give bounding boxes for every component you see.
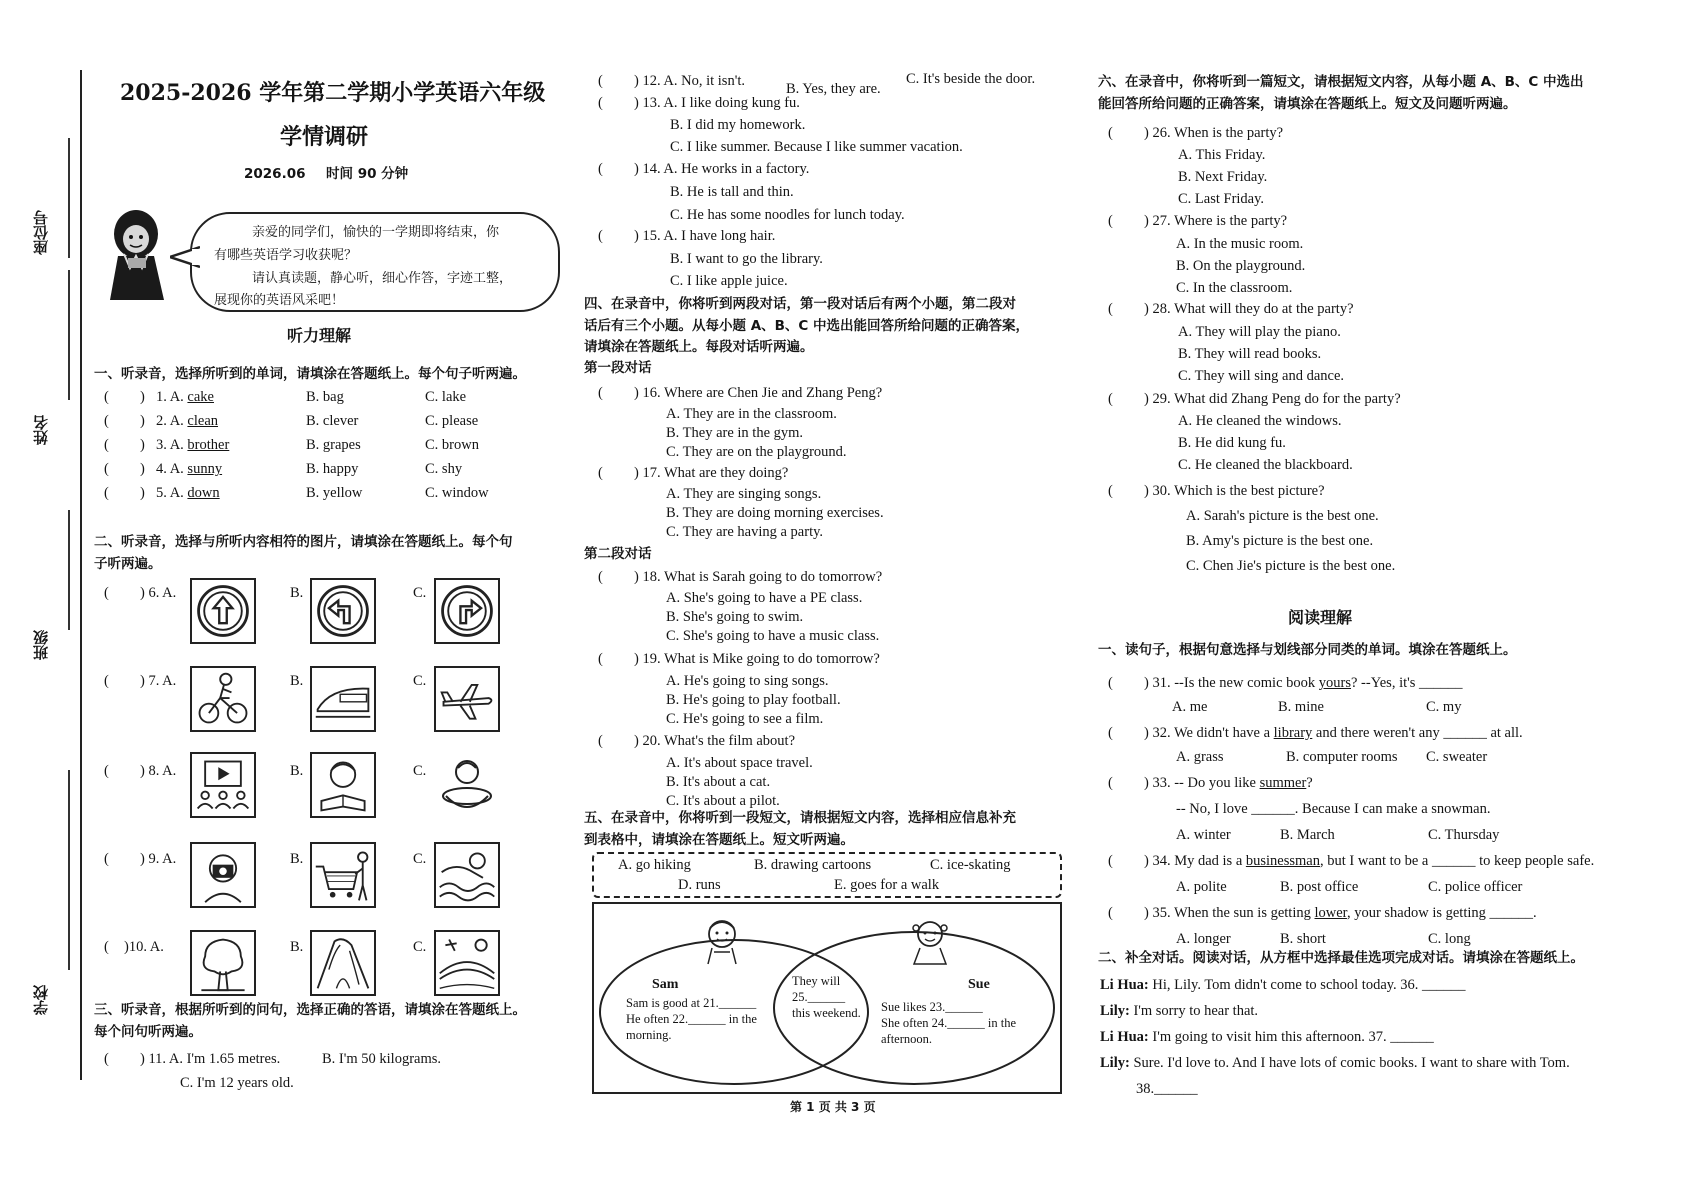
q28-question: ) 28. What will they do at the party? (1144, 301, 1354, 317)
q3-option-b[interactable]: B. grapes (306, 437, 361, 453)
q3-option-a[interactable]: brother (187, 437, 230, 453)
q4-option-b[interactable]: B. happy (306, 461, 359, 477)
q10-b-mountain-icon[interactable] (310, 930, 376, 996)
q9-c-swimming-icon[interactable] (434, 842, 500, 908)
q4-option-a[interactable]: sunny (187, 461, 223, 477)
q15-option-c[interactable]: C. I like apple juice. (670, 273, 788, 289)
school-field[interactable] (68, 770, 70, 970)
reading-heading: 阅读理解 (1288, 608, 1353, 627)
bubble-tail (170, 245, 200, 269)
q28-option-b[interactable]: B. They will read books. (1178, 346, 1322, 362)
q5-option-a[interactable]: down (187, 485, 220, 501)
q33-option-b[interactable]: B. March (1280, 827, 1335, 843)
q30-option-b[interactable]: B. Amy's picture is the best one. (1186, 533, 1374, 549)
reading-section-2-title: 二、补全对话。阅读对话，从方框中选择最佳选项完成对话。请填涂在答题纸上。 (1098, 950, 1584, 966)
q20-option-b[interactable]: B. It's about a cat. (666, 774, 771, 790)
class-label: 班级 (32, 630, 50, 660)
school-label: 学校 (32, 985, 50, 1015)
q2-option-a[interactable]: clean (187, 413, 219, 429)
venn-diagram (592, 902, 1062, 1094)
greeting-bubble (190, 212, 560, 312)
q19-option-c[interactable]: C. He's going to see a film. (666, 711, 824, 727)
q11-option-a[interactable]: ) 11. A. I'm 1.65 metres. (140, 1051, 281, 1067)
section-6-title: 六、在录音中，你将听到一篇短文，请根据短文内容，从每小题 A、B、C 中选出 能回答所给问题的正确答案，请填涂在答题纸上。短文及问题听两遍。 (1098, 74, 1584, 112)
q18-option-b[interactable]: B. She's going to swim. (666, 609, 804, 625)
exam-time: 时间 90 分钟 (326, 166, 409, 182)
greeting-line3: 请认真读题，静心听，细心作答，字迹工整， (252, 270, 513, 286)
q2-option-c[interactable]: C. please (425, 413, 479, 429)
q17-question: ) 17. What are they doing? (634, 465, 789, 481)
dialogue-blank-38[interactable]: 38.______ (1136, 1081, 1198, 1097)
q27-option-b[interactable]: B. On the playground. (1176, 258, 1306, 274)
reading-section-1-title: 一、读句子，根据句意选择与划线部分同类的单词。填涂在答题纸上。 (1098, 642, 1517, 658)
q12-option-b[interactable]: B. Yes, they are. (786, 81, 881, 97)
q33-line2: -- No, I love ______. Because I can make a snowman. (1176, 801, 1491, 817)
q6-c-turn-right-sign-icon[interactable] (434, 578, 500, 644)
q11-option-c[interactable]: C. I'm 12 years old. (180, 1075, 294, 1091)
q35-option-c[interactable]: C. long (1428, 931, 1471, 947)
q32-option-b[interactable]: B. computer rooms (1286, 749, 1398, 765)
q7-b-train-icon[interactable] (310, 666, 376, 732)
sue-face-icon (910, 918, 950, 966)
venn-blank-21[interactable]: Sam is good at 21.______ (626, 996, 757, 1010)
venn-left-line3: morning. (626, 1028, 672, 1042)
greeting-line4: 展现你的英语风采吧！ (214, 293, 345, 309)
venn-sue-label: Sue (968, 977, 990, 992)
q34-option-b[interactable]: B. post office (1280, 879, 1359, 895)
q28-option-a[interactable]: A. They will play the piano. (1178, 324, 1341, 340)
q34-question: ) 34. My dad is a businessman, but I want to be a ______ to keep people safe. (1144, 853, 1595, 869)
seat-field[interactable] (68, 138, 70, 258)
q33-option-c[interactable]: C. Thursday (1428, 827, 1500, 843)
q31-question: ) 31. --Is the new comic book yours? --Yes, it's ______ (1144, 675, 1463, 691)
q29-option-a[interactable]: A. He cleaned the windows. (1178, 413, 1342, 429)
q30-question: ) 30. Which is the best picture? (1144, 483, 1325, 499)
q15-option-b[interactable]: B. I want to go the library. (670, 251, 823, 267)
dialogue-1-label: 第一段对话 (584, 360, 652, 376)
q14-option-a[interactable]: ) 14. A. He works in a factory. (634, 161, 810, 177)
q33-question: ) 33. -- Do you like summer? (1144, 775, 1313, 791)
q17-option-a[interactable]: A. They are singing songs. (666, 486, 822, 502)
box-option-a[interactable]: A. go hiking (618, 857, 691, 873)
q19-question: ) 19. What is Mike going to do tomorrow? (634, 651, 880, 667)
q12-option-a[interactable]: ) 12. A. No, it isn't. (634, 73, 745, 89)
section-2-title: 二、听录音，选择与所听内容相符的图片，请填涂在答题纸上。每个句 子听两遍。 (94, 534, 513, 572)
q35-option-b[interactable]: B. short (1280, 931, 1326, 947)
q35-question: ) 35. When the sun is getting lower, your shadow is getting ______. (1144, 905, 1537, 921)
q16-option-a[interactable]: A. They are in the classroom. (666, 406, 837, 422)
venn-sam-label: Sam (652, 977, 679, 992)
q17-option-c[interactable]: C. They are having a party. (666, 524, 824, 540)
venn-blank-22[interactable]: He often 22.______ in the (626, 1012, 757, 1026)
q26-question: ) 26. When is the party? (1144, 125, 1284, 141)
q26-option-c[interactable]: C. Last Friday. (1178, 191, 1265, 207)
binding-line (80, 70, 82, 1080)
q18-question: ) 18. What is Sarah going to do tomorrow? (634, 569, 883, 585)
dialogue-line-1: Li Hua: Hi, Lily. Tom didn't come to school today. 36. ______ (1100, 977, 1466, 993)
q6-a-up-arrow-sign-icon[interactable] (190, 578, 256, 644)
q1-option-b[interactable]: B. bag (306, 389, 344, 405)
box-option-d[interactable]: D. runs (678, 877, 721, 893)
q13-option-a[interactable]: ) 13. A. I like doing kung fu. (634, 95, 800, 111)
name-field[interactable] (68, 270, 70, 400)
section-5-title: 五、在录音中，你将听到一段短文，请根据短文内容，选择相应信息补充 到表格中，请填涂在答题纸上。短文听两遍。 (584, 810, 1016, 848)
box-option-b[interactable]: B. drawing cartoons (754, 857, 872, 873)
q16-question: ) 16. Where are Chen Jie and Zhang Peng? (634, 385, 883, 401)
greeting-line1: 亲爱的同学们，愉快的一学期即将结束，你 (252, 225, 500, 240)
q29-option-b[interactable]: B. He did kung fu. (1178, 435, 1286, 451)
q1-option-c[interactable]: C. lake (425, 389, 467, 405)
venn-mid-line3: this weekend. (792, 1006, 861, 1020)
q28-option-c[interactable]: C. They will sing and dance. (1178, 368, 1345, 384)
q14-option-b[interactable]: B. He is tall and thin. (670, 184, 794, 200)
q2-option-b[interactable]: B. clever (306, 413, 359, 429)
q27-option-a[interactable]: A. In the music room. (1176, 236, 1304, 252)
mascot-girl-icon (104, 206, 170, 302)
venn-mid-line1: They will (792, 974, 841, 988)
options-box (592, 852, 1062, 898)
q9-a-photographer-icon[interactable] (190, 842, 256, 908)
section-1-title: 一、听录音，选择所听到的单词，请填涂在答题纸上。每个句子听两遍。 (94, 366, 526, 382)
q14-option-c[interactable]: C. He has some noodles for lunch today. (670, 207, 905, 223)
exam-date: 2026.06 (244, 166, 306, 182)
name-label: 姓名 (32, 415, 50, 445)
q31-option-b[interactable]: B. mine (1278, 699, 1324, 715)
q18-option-a[interactable]: A. She's going to have a PE class. (666, 590, 863, 606)
greeting-line2: 有哪些英语学习收获呢？ (214, 247, 358, 263)
binding-strip (30, 70, 85, 1080)
q34-option-a[interactable]: A. polite (1176, 879, 1227, 895)
q13-option-c[interactable]: C. I like summer. Because I like summer vacation. (670, 139, 963, 155)
q33-option-a[interactable]: A. winter (1176, 827, 1231, 843)
q26-option-a[interactable]: A. This Friday. (1178, 147, 1266, 163)
q7-c-plane-icon[interactable] (434, 666, 500, 732)
q29-question: ) 29. What did Zhang Peng do for the party? (1144, 391, 1401, 407)
sam-face-icon (702, 918, 742, 966)
q11-option-b[interactable]: B. I'm 50 kilograms. (322, 1051, 442, 1067)
q34-option-c[interactable]: C. police officer (1428, 879, 1523, 895)
q8-c-washing-child-icon[interactable] (434, 752, 500, 818)
q9-b-shopping-cart-icon[interactable] (310, 842, 376, 908)
dialogue-line-4: Lily: Sure. I'd love to. And I have lots of comic books. I want to share with Tom. (1100, 1055, 1570, 1071)
q10-a-tree-icon[interactable] (190, 930, 256, 996)
q5-option-b[interactable]: B. yellow (306, 485, 363, 501)
page-title: 2025-2026 学年第二学期小学英语六年级 (120, 80, 546, 106)
q10-c-bridge-icon[interactable] (434, 930, 500, 996)
q20-option-c[interactable]: C. It's about a pilot. (666, 793, 780, 809)
q13-option-b[interactable]: B. I did my homework. (670, 117, 806, 133)
q18-option-c[interactable]: C. She's going to have a music class. (666, 628, 880, 644)
q26-option-b[interactable]: B. Next Friday. (1178, 169, 1268, 185)
q29-option-c[interactable]: C. He cleaned the blackboard. (1178, 457, 1353, 473)
q27-question: ) 27. Where is the party? (1144, 213, 1288, 229)
venn-right-line3: afternoon. (881, 1032, 933, 1046)
box-option-e[interactable]: E. goes for a walk (834, 877, 940, 893)
q27-option-c[interactable]: C. In the classroom. (1176, 280, 1293, 296)
q35-option-a[interactable]: A. longer (1176, 931, 1231, 947)
venn-blank-25[interactable]: 25.______ (792, 990, 846, 1004)
q20-option-a[interactable]: A. It's about space travel. (666, 755, 813, 771)
q8-b-reading-boy-icon[interactable] (310, 752, 376, 818)
q30-option-a[interactable]: A. Sarah's picture is the best one. (1186, 508, 1379, 524)
q17-option-b[interactable]: B. They are doing morning exercises. (666, 505, 884, 521)
page-footer: 第 1 页 共 3 页 (790, 1100, 876, 1114)
q32-question: ) 32. We didn't have a library and there weren't any ______ at all. (1144, 725, 1523, 741)
q16-option-b[interactable]: B. They are in the gym. (666, 425, 804, 441)
q4-option-c[interactable]: C. shy (425, 461, 463, 477)
dialogue-2-label: 第二段对话 (584, 546, 652, 562)
venn-blank-24[interactable]: She often 24.______ in the (881, 1016, 1017, 1030)
q19-option-a[interactable]: A. He's going to sing songs. (666, 673, 829, 689)
q19-option-b[interactable]: B. He's going to play football. (666, 692, 841, 708)
q1-option-a[interactable]: cake (187, 389, 214, 405)
section-3-title: 三、听录音，根据所听到的问句，选择正确的答语，请填涂在答题纸上。 每个问句听两遍。 (94, 1002, 526, 1040)
q31-option-a[interactable]: A. me (1172, 699, 1208, 715)
seat-label: 座位号 (32, 210, 50, 255)
q16-option-c[interactable]: C. They are on the playground. (666, 444, 847, 460)
q20-question: ) 20. What's the film about? (634, 733, 796, 749)
q3-option-c[interactable]: C. brown (425, 437, 479, 453)
q8-a-cinema-icon[interactable] (190, 752, 256, 818)
q6-b-turn-left-sign-icon[interactable] (310, 578, 376, 644)
q5-option-c[interactable]: C. window (425, 485, 489, 501)
q31-option-c[interactable]: C. my (1426, 699, 1462, 715)
dialogue-line-2: Lily: I'm sorry to hear that. (1100, 1003, 1259, 1019)
q12-option-c[interactable]: C. It's beside the door. (906, 71, 1036, 87)
section-4-title: 四、在录音中，你将听到两段对话，第一段对话后有两个小题，第二段对 话后有三个小题。从每小题 A、B、C 中选出能回答所给问题的正确答案， 请填涂在答题纸上。每段对话听两遍。 (584, 296, 1030, 356)
q15-option-a[interactable]: ) 15. A. I have long hair. (634, 228, 776, 244)
listening-heading: 听力理解 (287, 326, 352, 345)
box-option-c[interactable]: C. ice-skating (930, 857, 1011, 873)
q32-option-c[interactable]: C. sweater (1426, 749, 1488, 765)
venn-blank-23[interactable]: Sue likes 23.______ (881, 1000, 983, 1014)
q32-option-a[interactable]: A. grass (1176, 749, 1224, 765)
q30-option-c[interactable]: C. Chen Jie's picture is the best one. (1186, 558, 1396, 574)
class-field[interactable] (68, 510, 70, 630)
q7-a-bike-icon[interactable] (190, 666, 256, 732)
page-subtitle: 学情调研 (280, 124, 369, 150)
dialogue-line-3: Li Hua: I'm going to visit him this afternoon. 37. ______ (1100, 1029, 1434, 1045)
